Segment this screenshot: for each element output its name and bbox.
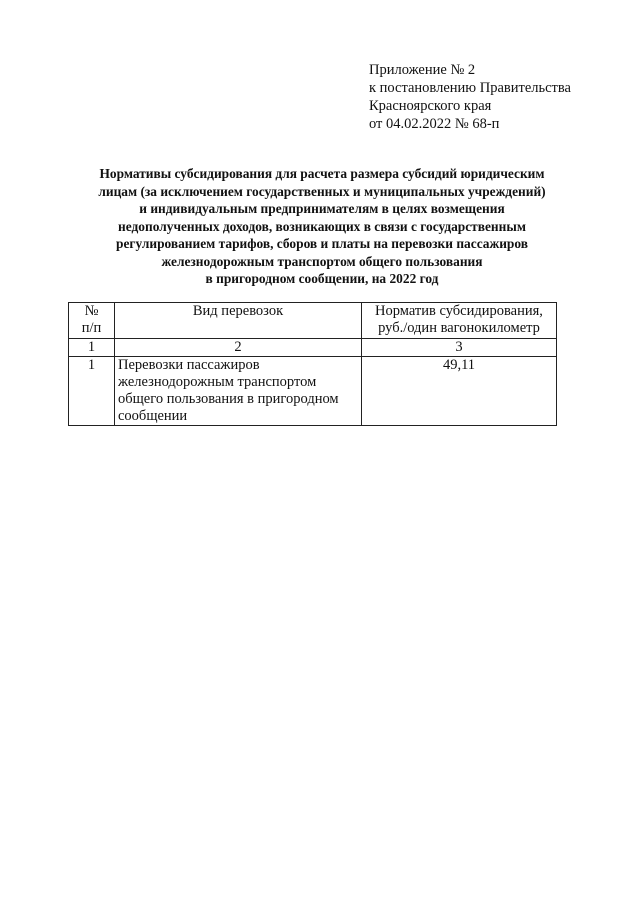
header-number-symbol: № bbox=[84, 303, 99, 319]
row-number-cell: 1 bbox=[69, 357, 115, 426]
header-number-cell bbox=[69, 303, 115, 339]
column-index-cell: 2 bbox=[115, 339, 362, 357]
header-norm-label: Норматив субсидирования, bbox=[375, 303, 543, 319]
title-line: регулированием тарифов, сборов и платы на перевозки пассажиров bbox=[116, 236, 528, 251]
header-norm-unit: руб./один вагонокилометр bbox=[378, 320, 540, 336]
row-kind-line: сообщении bbox=[118, 408, 188, 424]
row-kind-line: общего пользования в пригородном bbox=[118, 391, 339, 407]
title-line: Нормативы субсидирования для расчета размера субсидий юридическим bbox=[99, 166, 545, 181]
row-kind-cell bbox=[115, 357, 362, 426]
appendix-number: Приложение № 2 bbox=[369, 62, 476, 78]
appendix-region: Красноярского края bbox=[369, 98, 492, 114]
title-line: железнодорожным транспортом общего пользования bbox=[161, 253, 483, 269]
title-line: недополученных доходов, возникающих в связи с государственным bbox=[118, 218, 526, 234]
appendix-resolution-ref: к постановлению Правительства bbox=[369, 80, 571, 96]
row-norm-cell: 49,11 bbox=[362, 357, 557, 426]
appendix-header bbox=[369, 61, 619, 133]
title-line: в пригородном сообщении, на 2022 год bbox=[205, 271, 439, 286]
appendix-date-number: от 04.02.2022 № 68-п bbox=[369, 116, 500, 132]
header-number-abbr: п/п bbox=[81, 320, 102, 336]
table-row bbox=[69, 357, 557, 426]
row-kind-line: железнодорожным транспортом bbox=[118, 374, 317, 390]
title-line: лицам (за исключением государственных и муниципальных учреждений) bbox=[98, 183, 546, 199]
column-index-cell: 3 bbox=[362, 339, 557, 357]
column-index-cell: 1 bbox=[69, 339, 115, 357]
header-kind-cell bbox=[115, 303, 362, 339]
document-title bbox=[62, 165, 582, 288]
header-kind-label: Вид перевозок bbox=[192, 303, 284, 319]
subsidy-norms-table bbox=[68, 302, 557, 426]
table-header-row bbox=[69, 303, 557, 339]
row-kind-line: Перевозки пассажиров bbox=[118, 357, 260, 373]
title-line: и индивидуальным предпринимателям в целях возмещения bbox=[139, 201, 505, 216]
column-index-row bbox=[69, 339, 557, 357]
header-norm-cell bbox=[362, 303, 557, 339]
